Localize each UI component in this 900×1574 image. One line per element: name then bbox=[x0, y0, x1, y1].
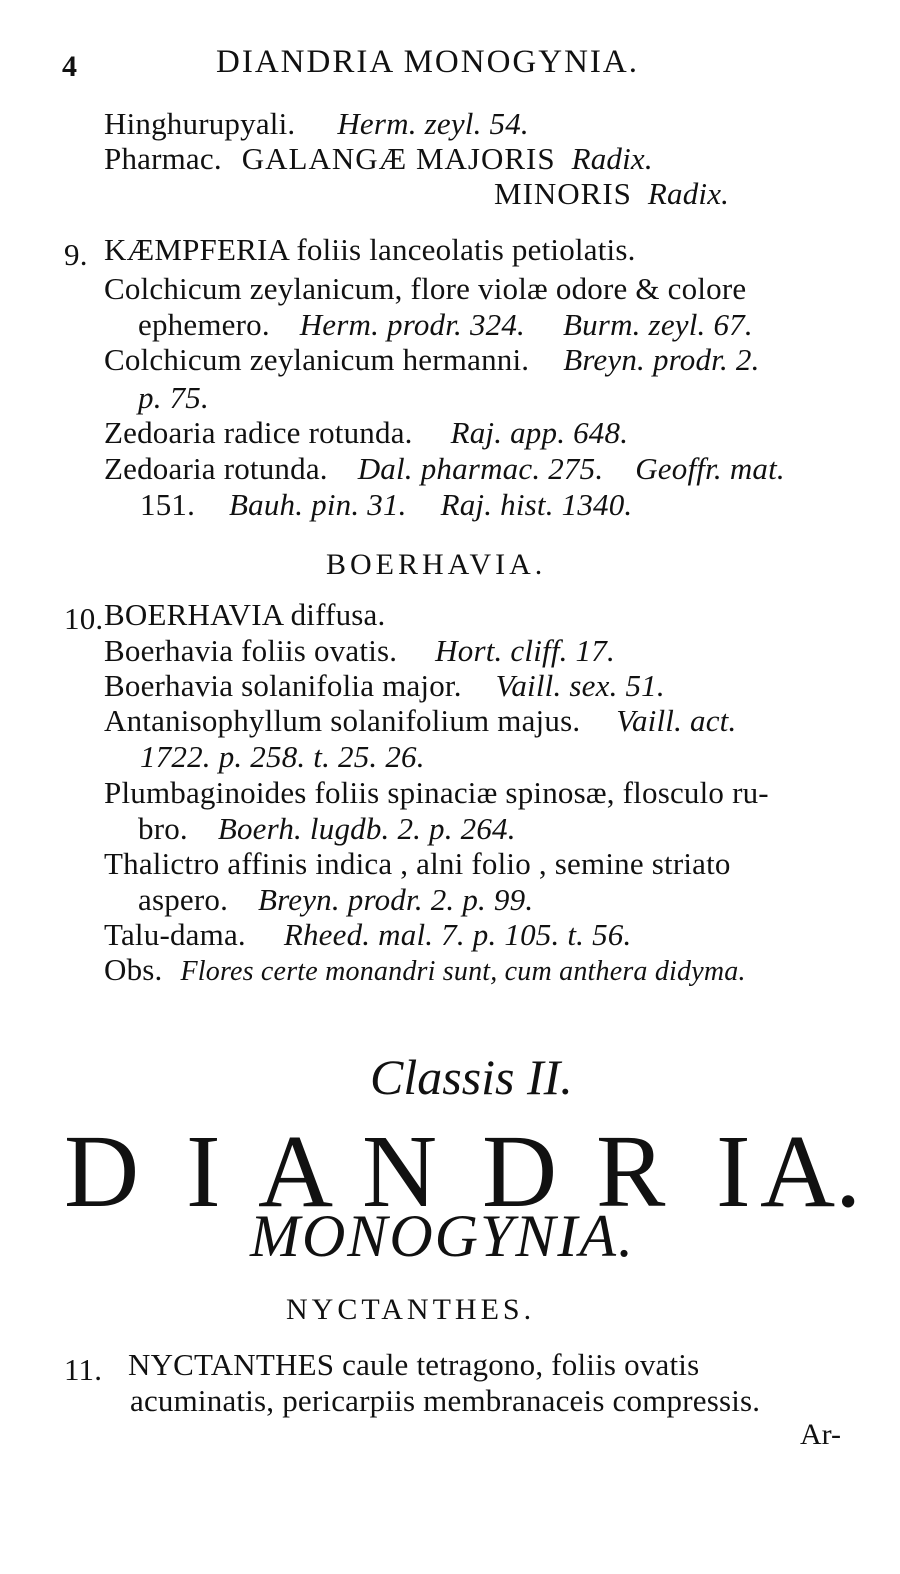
citation: Dal. pharmac. 275. bbox=[357, 451, 604, 486]
synonym-name: Hinghurupyali. bbox=[104, 106, 296, 141]
title-letter: R bbox=[596, 1114, 666, 1229]
title-letter: D bbox=[482, 1114, 558, 1229]
citation: Burm. zeyl. 67. bbox=[562, 307, 753, 342]
title-letter: A. bbox=[760, 1114, 862, 1229]
title-letter: I bbox=[716, 1114, 751, 1229]
genus-heading: BOERHAVIA. bbox=[326, 548, 547, 581]
citation: Hort. cliff. 17. bbox=[435, 633, 615, 668]
citation: Geoffr. mat. bbox=[635, 451, 785, 486]
entry9-line3 bbox=[138, 307, 753, 343]
synonym-text: ephemero. bbox=[138, 307, 270, 342]
citation: Herm. zeyl. 54. bbox=[337, 106, 529, 141]
entry10-number: 10. bbox=[64, 601, 104, 636]
entry9-line1: KÆMPFERIA foliis lanceolatis petiolatis. bbox=[104, 232, 636, 267]
order-title: MONOGYNIA. bbox=[250, 1203, 636, 1269]
catchword: Ar- bbox=[800, 1418, 842, 1451]
entry11-number: 11. bbox=[64, 1352, 103, 1387]
entry8-line1 bbox=[104, 106, 529, 142]
citation: Breyn. prodr. 2. p. 99. bbox=[258, 882, 534, 917]
synonym-text: aspero. bbox=[138, 882, 229, 917]
synonym-name: Colchicum zeylanicum hermanni. bbox=[104, 342, 530, 377]
entry11-line2: acuminatis, pericarpiis membranaceis compressis. bbox=[130, 1383, 761, 1418]
genus-heading: NYCTANTHES. bbox=[286, 1293, 536, 1326]
synonym-name: Zedoaria radice rotunda. bbox=[104, 415, 413, 450]
drug-part: Radix. bbox=[571, 141, 653, 176]
entry10-line10 bbox=[104, 917, 631, 953]
citation: Rheed. mal. 7. p. 105. t. 56. bbox=[283, 917, 632, 952]
synonym-name: Boerhavia foliis ovatis. bbox=[104, 633, 398, 668]
entry9-line5: p. 75. bbox=[138, 380, 209, 415]
title-letter: I bbox=[186, 1114, 221, 1229]
page-number: 4 bbox=[62, 50, 77, 83]
title-letter: N bbox=[362, 1114, 438, 1229]
entry9-line7 bbox=[104, 451, 785, 487]
entry10-line4 bbox=[104, 703, 736, 739]
drug-part: Radix. bbox=[647, 176, 730, 211]
entry11-line1: NYCTANTHES caule tetragono, foliis ovatis bbox=[128, 1347, 700, 1382]
entry9-line6 bbox=[104, 415, 628, 451]
synonym-name: Zedoaria rotunda. bbox=[104, 451, 328, 486]
entry10-line7 bbox=[138, 811, 516, 847]
citation: Raj. hist. 1340. bbox=[440, 487, 633, 522]
entry10-line1: BOERHAVIA diffusa. bbox=[104, 597, 386, 632]
title-letter: A bbox=[258, 1114, 334, 1229]
citation: Vaill. sex. 51. bbox=[495, 668, 665, 703]
citation: Breyn. prodr. 2. bbox=[563, 342, 760, 377]
entry9-line2: Colchicum zeylanicum, flore violæ odore & colore bbox=[104, 271, 747, 306]
synonym-name: Antanisophyllum solanifolium majus. bbox=[104, 703, 581, 738]
citation: Boerh. lugdb. 2. p. 264. bbox=[217, 811, 516, 846]
entry10-line2 bbox=[104, 633, 615, 669]
class-label: Classis II. bbox=[370, 1049, 573, 1105]
entry9-number: 9. bbox=[64, 237, 88, 272]
observation-label: Obs. bbox=[104, 952, 163, 987]
citation: Vaill. act. bbox=[616, 703, 737, 738]
entry10-line9 bbox=[138, 882, 533, 918]
citation: Herm. prodr. 324. bbox=[299, 307, 526, 342]
running-head: DIANDRIA MONOGYNIA. bbox=[216, 44, 639, 80]
pharmac-label: Pharmac. bbox=[104, 141, 222, 176]
entry9-line4 bbox=[104, 342, 760, 378]
entry9-line8 bbox=[140, 487, 632, 523]
citation-page: 151. bbox=[140, 487, 196, 522]
entry10-line3 bbox=[104, 668, 665, 704]
entry8-line3 bbox=[494, 176, 729, 212]
entry8-line2 bbox=[104, 141, 653, 177]
drug-name: MINORIS bbox=[494, 176, 632, 211]
synonym-text: bro. bbox=[138, 811, 188, 846]
entry10-line5: 1722. p. 258. t. 25. 26. bbox=[140, 739, 425, 774]
observation-text: Flores certe monandri sunt, cum anthera didyma. bbox=[180, 956, 746, 987]
drug-name: GALANGÆ MAJORIS bbox=[241, 141, 556, 176]
title-letter: D bbox=[64, 1114, 140, 1229]
synonym-name: Talu-dama. bbox=[104, 917, 246, 952]
entry10-line11 bbox=[104, 952, 746, 990]
synonym-name: Boerhavia solanifolia major. bbox=[104, 668, 462, 703]
entry10-line6: Plumbaginoides foliis spinaciæ spinosæ, flosculo ru- bbox=[104, 775, 769, 810]
entry10-line8: Thalictro affinis indica , alni folio , semine striato bbox=[104, 846, 731, 881]
citation: Raj. app. 648. bbox=[450, 415, 629, 450]
citation: Bauh. pin. 31. bbox=[229, 487, 407, 522]
